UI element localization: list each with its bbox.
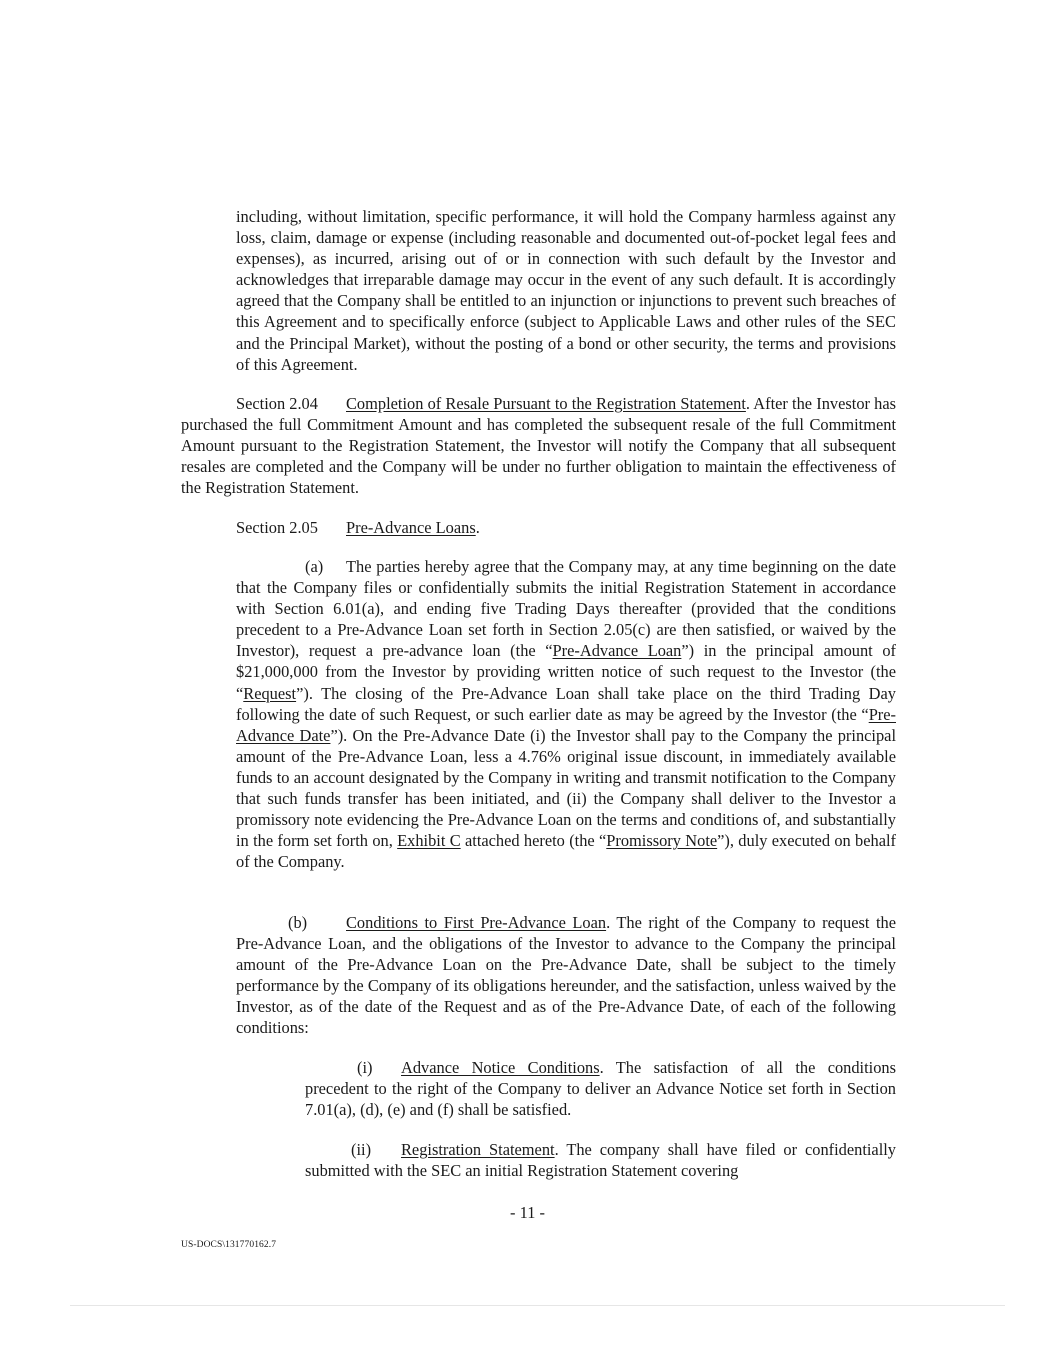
paragraph-b-label: (b) [288, 913, 308, 932]
paragraph-i-label: (i) [357, 1058, 373, 1077]
paragraph-b-body: . The right of the Company to request the Pre-Advance Loan, and the obligations of the Investor to advance to the Company the principal amount of the Pre-Advance Loan on the Pre-Advance Date, shall be subject to the timely performance by the Company of its obligations hereunder, and the satisfaction, unless waived by the Investor, as of the date of the Request and as of the Pre-Advance Date, of each of the following conditions: [236, 913, 896, 1038]
section-2-05 [236, 517, 896, 538]
paragraph-continuation-text: including, without limitation, specific performance, it will hold the Company harmless against any loss, claim, damage or expense (including reasonable and documented out-of-pocket legal fees and expenses), as incurred, arising out of or in connection with such default by the Investor and acknowledges that irreparable damage may occur in the event of any such default. It is accordingly agreed that the Company shall be entitled to an injunction or injunctions to prevent such breaches of this Agreement and to specifically enforce (subject to Applicable Laws and other rules of the SEC and the Principal Market), without the posting of a bond or other security, the terms and provisions of this Agreement. [236, 207, 896, 374]
paragraph-ii [305, 1139, 896, 1181]
page-number: - 11 - [510, 1203, 545, 1222]
paragraph-b-heading: Conditions to First Pre-Advance Loan [346, 913, 607, 932]
section-2-04-heading: Completion of Resale Pursuant to the Registration Statement [346, 394, 746, 413]
paragraph-i [305, 1057, 896, 1120]
paragraph-a [236, 556, 896, 872]
paragraph-a-text-6: ”), duly executed on behalf of the Company. [236, 831, 897, 872]
term-request: Request [243, 683, 297, 703]
paragraph-a-text-1: The parties hereby agree that the Company may, at any time beginning on the date that the Company files or confidentially submits the initial Registration Statement in accordance with Section 6.01(a), and ending five Trading Days thereafter (provided that the conditions precedent to a Pre-Advance Loan set forth in Section 2.05(c) are then satisfied, or waived by the Investor), request a pre-advance loan (the “ [236, 557, 896, 661]
section-2-05-heading-end: . [475, 518, 480, 537]
paragraph-ii-heading: Registration Statement [401, 1140, 555, 1159]
section-2-04 [181, 393, 896, 498]
paragraph-ii-label: (ii) [351, 1140, 372, 1159]
paragraph-b [236, 912, 896, 1039]
page-bottom-divider [70, 1305, 1005, 1306]
term-promissory-note: Promissory Note [606, 831, 718, 851]
section-2-05-heading: Pre-Advance Loans [346, 518, 476, 537]
term-exhibit-c: Exhibit C [397, 831, 461, 851]
paragraph-ii-body: . The company shall have filed or confidentially submitted with the SEC an initial Registration Statement covering [305, 1140, 896, 1181]
paragraph-a-text-3: ”). The closing of the Pre-Advance Loan shall take place on the third Trading Day following the date of such Request, or such earlier date as may be agreed by the Investor (the “ [236, 683, 896, 724]
document-id: US-DOCS\131770162.7 [181, 1240, 277, 1250]
paragraph-i-body: . The satisfaction of all the conditions precedent to the right of the Company to deliver an Advance Notice set forth in Section 7.01(a), (d), (e) and (f) shall be satisfied. [305, 1058, 896, 1120]
paragraph-a-text-5: attached hereto (the “ [460, 831, 607, 851]
section-2-04-body: . After the Investor has purchased the full Commitment Amount and has completed the subsequent resale of the full Commitment Amount pursuant to the Registration Statement, the Investor will notify the Company that all subsequent resales are completed and the Company will be under no further obligation to maintain the effectiveness of the Registration Statement. [181, 394, 897, 498]
section-2-04-number: Section 2.04 [236, 394, 318, 413]
paragraph-a-text-4: ”). On the Pre-Advance Date (i) the Investor shall pay to the Company the principal amount of the Pre-Advance Loan, less a 4.76% original issue discount, in immediately available funds to an account designated by the Company in writing and transmit notification to the Company that such funds transfer has been initiated, and (ii) the Company shall deliver to the Investor a promissory note evidencing the Pre-Advance Loan on the terms and conditions of, and substantially in the form set forth on, [236, 725, 896, 851]
paragraph-a-text-2: ”) in the principal amount of $21,000,000 from the Investor by providing written notice of such request to the Investor (the “ [236, 641, 896, 703]
term-pre-advance-date: Pre-Advance Date [236, 704, 896, 745]
section-2-05-number: Section 2.05 [236, 518, 318, 537]
term-pre-advance-loan: Pre-Advance Loan [552, 641, 682, 661]
paragraph-i-heading: Advance Notice Conditions [401, 1058, 600, 1077]
paragraph-a-label: (a) [305, 557, 324, 576]
paragraph-continuation [236, 206, 896, 375]
